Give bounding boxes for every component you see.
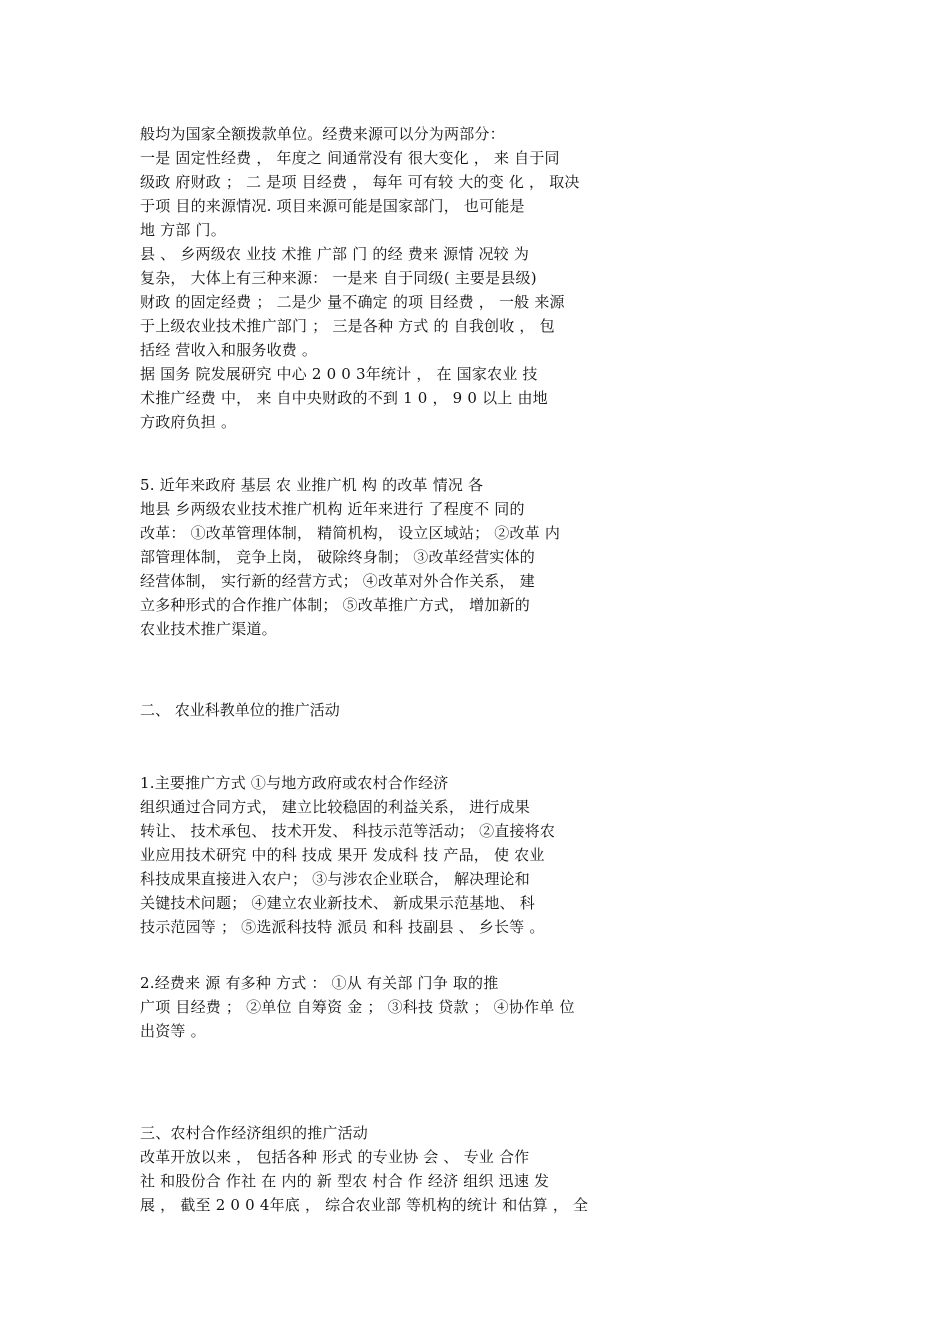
text-line: 财政 的固定经费 ； 二是少 量不确定 的项 目经费 ， 一般 来源 bbox=[140, 293, 565, 311]
text-line: 于上级农业技术推广部门 ； 三是各种 方式 的 自我创收 ， 包 bbox=[140, 317, 555, 335]
text-line: 5. 近年来政府 基层 农 业推广机 构 的改革 情况 各 bbox=[140, 476, 484, 494]
text-line: 改革开放以来 ， 包括各种 形式 的专业协 会 、 专业 合作 bbox=[140, 1148, 530, 1166]
text-line: 展 ， 截至 2 0 0 4年底 ， 综合农业部 等机构的统计 和估算 ， 全 bbox=[140, 1196, 589, 1214]
text-line: 出资等 。 bbox=[140, 1022, 206, 1040]
text-line: 部管理体制， 竞争上岗， 破除终身制； ③改革经营实体的 bbox=[140, 548, 535, 566]
text-line: 地县 乡两级农业技术推广机构 近年来进行 了程度不 同的 bbox=[140, 500, 525, 518]
text-line: 于项 目的来源情况. 项目来源可能是国家部门， 也可能是 bbox=[140, 197, 525, 215]
text-line: 术推广经费 中， 来 自中央财政的不到 1 0 ， 9 0 以上 由地 bbox=[140, 389, 548, 407]
text-line: 科技成果直接进入农户； ③与涉农企业联合， 解决理论和 bbox=[140, 870, 530, 888]
text-line: 地 方部 门。 bbox=[140, 221, 226, 239]
text-line: 改革： ①改革管理体制， 精简机构， 设立区域站； ②改革 内 bbox=[140, 524, 561, 542]
text-line: 级政 府财政 ； 二 是项 目经费 ， 每年 可有较 大的变 化 ， 取决 bbox=[140, 173, 580, 191]
text-line: 经营体制， 实行新的经营方式； ④改革对外合作关系， 建 bbox=[140, 572, 535, 590]
text-line: 关键技术问题； ④建立农业新技术、 新成果示范基地、 科 bbox=[140, 894, 535, 912]
section-three-paragraph bbox=[140, 1121, 680, 1217]
funding-sources-paragraph bbox=[140, 971, 680, 1043]
funding-paragraph bbox=[140, 122, 680, 434]
text-line: 业应用技术研究 中的科 技成 果开 发成科 技 产品， 使 农业 bbox=[140, 846, 545, 864]
text-line: 括经 营收入和服务收费 。 bbox=[140, 341, 318, 359]
text-line: 农业技术推广渠道。 bbox=[140, 620, 277, 638]
text-line: 1.主要推广方式 ①与地方政府或农村合作经济 bbox=[140, 774, 449, 792]
text-line: 三、农村合作经济组织的推广活动 bbox=[140, 1124, 369, 1142]
text-line: 般均为国家全额拨款单位。经费来源可以分为两部分： bbox=[140, 125, 505, 143]
text-line: 据 国务 院发展研究 中心 2 0 0 3年统计 ， 在 国家农业 技 bbox=[140, 365, 538, 383]
text-line: 一是 固定性经费 ， 年度之 间通常没有 很大变化 ， 来 自于同 bbox=[140, 149, 560, 167]
text-line: 社 和股份合 作社 在 内的 新 型农 村合 作 经济 组织 迅速 发 bbox=[140, 1172, 550, 1190]
text-line: 立多种形式的合作推广体制； ⑤改革推广方式， 增加新的 bbox=[140, 596, 530, 614]
text-line: 转让、 技术承包、 技术开发、 科技示范等活动； ②直接将农 bbox=[140, 822, 556, 840]
text-line: 技示范园等 ； ⑤选派科技特 派员 和科 技副县 、 乡长等 。 bbox=[140, 918, 545, 936]
reform-paragraph bbox=[140, 473, 680, 641]
text-line: 复杂， 大体上有三种来源： 一是来 自于同级( 主要是县级) bbox=[140, 269, 537, 287]
main-methods-paragraph bbox=[140, 771, 680, 939]
text-line: 广项 目经费 ； ②单位 自筹资 金 ； ③科技 贷款 ； ④协作单 位 bbox=[140, 998, 575, 1016]
text-line: 2.经费来 源 有多种 方式 ： ①从 有关部 门争 取的推 bbox=[140, 974, 499, 992]
text-line: 组织通过合同方式， 建立比较稳固的利益关系， 进行成果 bbox=[140, 798, 530, 816]
section-two-heading bbox=[140, 698, 680, 722]
section-heading: 二、 农业科教单位的推广活动 bbox=[140, 701, 340, 719]
text-line: 县 、 乡两级农 业技 术推 广部 门 的经 费来 源情 况较 为 bbox=[140, 245, 530, 263]
text-line: 方政府负担 。 bbox=[140, 413, 237, 431]
